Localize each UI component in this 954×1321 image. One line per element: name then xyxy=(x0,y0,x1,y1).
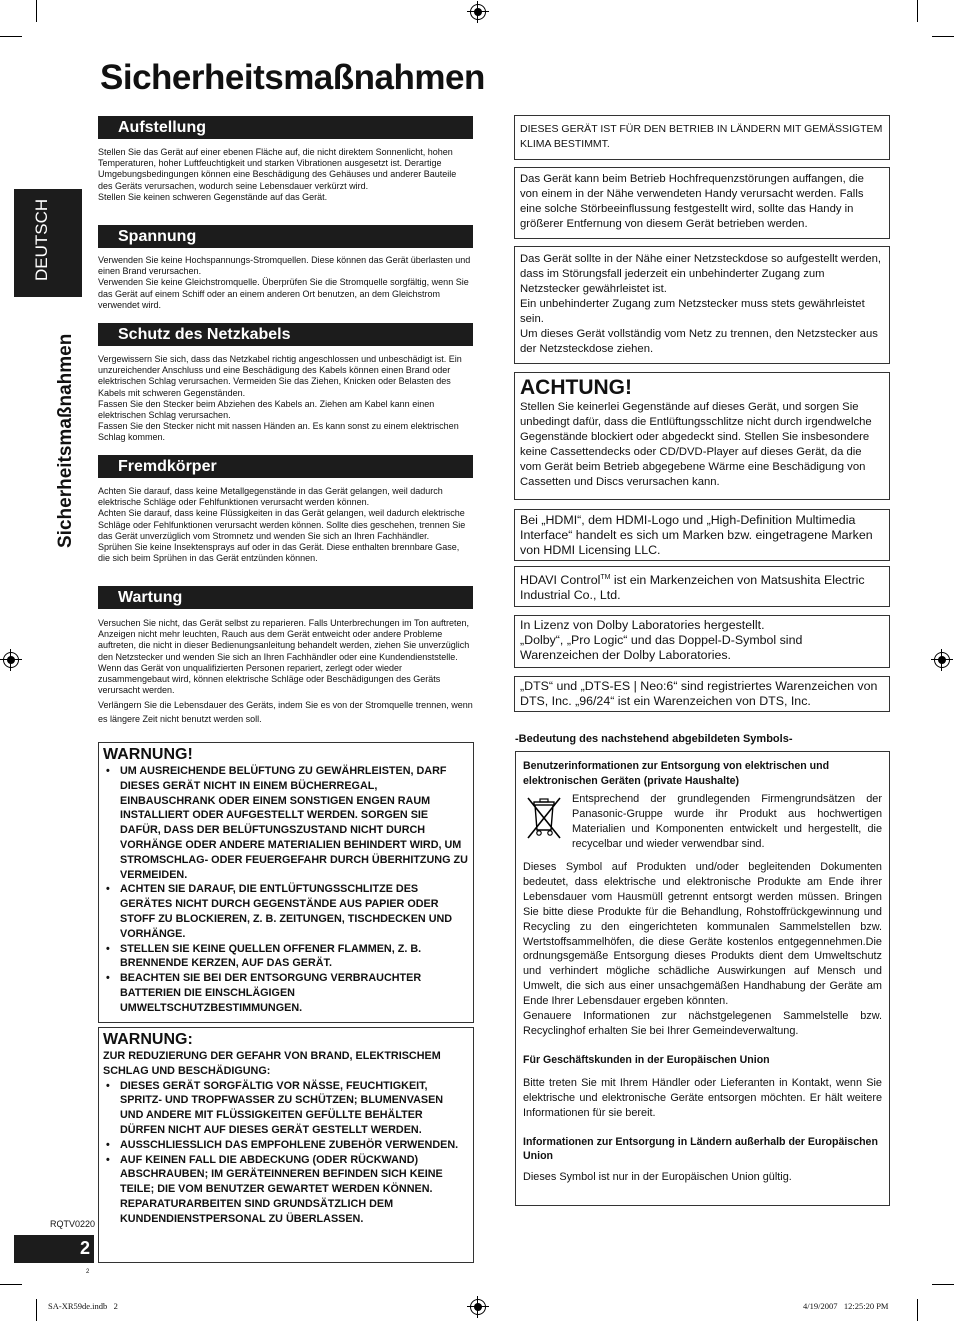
language-label: DEUTSCH xyxy=(32,198,51,281)
warning-item: • BEACHTEN SIE BEI DER ENTSORGUNG VERBRAUCHTER BATTERIEN DIE EINSCHLÄGIGEN UMWELTSCHUTZBESTIMMUNGEN. xyxy=(103,971,469,1015)
paragraph: Vergewissern Sie sich, dass das Netzkabel richtig angeschlossen und unbeschädigt ist. Ein unzureichender Anschluss und eine Beschädigung des Kabels können einen Brand oder elektrischen Schlag verursachen. Vermeiden Sie das Ziehen, Knicken oder Belasten des Kabels mit schweren Gegenständen. xyxy=(98,354,462,398)
section-heading: Aufstellung xyxy=(98,116,473,139)
disposal-intro xyxy=(523,792,882,852)
crop-mark xyxy=(917,1299,918,1321)
climate-notice: DIESES GERÄT IST FÜR DEN BETRIEB IN LÄNDERN MIT GEMÄSSIGTEM KLIMA BESTIMMT. xyxy=(514,115,890,160)
warning-item: • AUSSCHLIESSLICH DAS EMPFOHLENE ZUBEHÖR VERWENDEN. xyxy=(103,1138,469,1153)
registration-mark-icon xyxy=(934,652,950,668)
section-heading: Schutz des Netzkabels xyxy=(98,323,473,346)
footer-file: SA-XR59de.indb 2 xyxy=(48,1301,118,1311)
language-tab xyxy=(14,189,82,297)
section-heading: Spannung xyxy=(98,225,473,248)
warning-intro: ZUR REDUZIERUNG DER GEFAHR VON BRAND, ELEKTRISCHEM SCHLAG UND BESCHÄDIGUNG: xyxy=(103,1050,441,1077)
section-body xyxy=(98,255,473,311)
socket-notice xyxy=(514,246,890,364)
warning-item: • ACHTEN SIE DARAUF, DIE ENTLÜFTUNGSSCHLITZE DES GERÄTES NICHT DURCH GEGENSTÄNDE AUS PAPIER ODER STOFF ZU BLOCKIEREN, Z. B. ZEITUNGEN, TISCHDECKEN UND VORHÄNGE. xyxy=(103,882,469,941)
achtung-title: ACHTUNG! xyxy=(520,376,632,399)
page-number: 2 xyxy=(79,1238,90,1258)
section-body xyxy=(98,147,473,203)
paragraph: Das Gerät sollte in der Nähe einer Netzsteckdose so aufgestellt werden, dass im Störungsfall jederzeit ein unbehinderter Zugang zum Netzstecker gewährleistet ist. xyxy=(520,253,882,295)
crop-mark xyxy=(0,36,22,37)
crop-mark xyxy=(0,1284,22,1285)
paragraph: Dieses Symbol ist nur in der Europäischen Union gültig. xyxy=(523,1170,792,1183)
hdavi-name: HDAVI Control xyxy=(520,573,601,588)
warning-list xyxy=(103,1079,469,1227)
hdavi-notice xyxy=(514,566,890,607)
paragraph: Verwenden Sie keine Gleichstromquelle. Überprüfen Sie die Stromquelle sorgfältig, wenn Sie das Gerät auf einem Schiff oder an einem anderen Ort benutzen, an dem Gleichstrom verwendet wird. xyxy=(98,277,469,310)
section-body xyxy=(98,354,473,444)
warning-box xyxy=(98,742,474,1023)
crop-mark xyxy=(36,1299,37,1321)
paragraph: Versuchen Sie nicht, das Gerät selbst zu reparieren. Falls Unterbrechungen im Ton auftreten, Anzeigen nicht mehr leuchten, Rauch aus dem Gerät entweicht oder andere Probleme auftreten, die nicht in dieser Bedienungsanleitung behandelt werden, ziehen Sie unverzüglich den Netzstecker und wenden Sie sich an Ihren Fachhändler oder eine Kundendienststelle. Wenn das Gerät von unqualifizierten Personen repariert, zerlegt oder wieder zusammengebaut wird, können elektrische Schläge oder Beschädigungen des Geräts verursacht werden. xyxy=(98,618,470,696)
warning-item: • UM AUSREICHENDE BELÜFTUNG ZU GEWÄHRLEISTEN, DARF DIESES GERÄT NICHT IN EINEM BÜCHERREGAL, EINBAUSCHRANK ODER EINEM SONSTIGEN ENGEN RAUM INSTALLIERT ODER AUFGESTELLT WERDEN. SORGEN SIE DAFÜR, DASS DER BELÜFTUNGSZUSTAND NICHT DURCH VORHÄNGE ODER ANDERE MATERIALIEN BEHINDERT WIRD, UM STROMSCHLAG- ODER FEUERGEFAHR DURCH ÜBERHITZUNG ZU VERMEIDEN. xyxy=(103,764,469,882)
paragraph: Genauere Informationen zur nächstgelegenen Sammelstelle bzw. Recyclinghof erhalten Sie bei Ihrer Gemeindeverwaltung. xyxy=(523,1010,882,1037)
paragraph: Achten Sie darauf, dass keine Flüssigkeiten in das Gerät gelangen, weil dadurch elektrische Schläge oder Fehlfunktionen verursacht werden können. Sollte dies geschehen, trennen Sie das Gerät unverzüglich vom Stromnetz und wenden Sie sich an Ihren Fachhändler. xyxy=(98,508,466,541)
model-code: RQTV0220 xyxy=(50,1219,96,1229)
paragraph: Fassen Sie den Stecker nicht mit nassen Händen an. Es kann sonst zu einem elektrischen Schlag kommen. xyxy=(98,421,459,443)
warning-item: • STELLEN SIE KEINE QUELLEN OFFENER FLAMMEN, Z. B. BRENNENDE KERZEN, AUF DAS GERÄT. xyxy=(103,942,469,972)
paragraph: Stellen Sie keinen schweren Gegenstände auf das Gerät. xyxy=(98,191,328,202)
section-body xyxy=(98,486,473,564)
tiny-page-number: 2 xyxy=(86,1269,90,1275)
hdmi-notice: Bei „HDMI“, dem HDMI-Logo und „High-Definition Multimedia Interface“ handelt es sich um Marken bzw. eingetragene Marken von HDMI Licensing LLC. xyxy=(514,509,890,561)
crop-mark xyxy=(932,36,954,37)
crop-mark xyxy=(917,0,918,22)
dts-notice: „DTS“ und „DTS-ES | Neo:6“ sind registriertes Warenzeichen von DTS, Inc. „96/24“ ist ein Warenzeichen von DTS, Inc. xyxy=(514,676,890,712)
paragraph: Dieses Symbol auf Produkten und/oder begleitenden Dokumenten bedeutet, dass elektrische und elektronische Produkte am Ende ihrer Lebensdauer vom Hausmüll getrennt entsorgt werden müssen. Bringen Sie bitte diese Produkte für die Behandlung, Rohstoffrückgewinnung und Recycling zu den eingerichteten kommunalen Sammelstellen bzw. Wertstoffsammelhöfen, die diese Geräte kostenlos entgegennehmen.Die ordnungsgemäße Entsorgung dieses Produkts dient dem Umweltschutz und verhindert mögliche schädliche Auswirkungen auf Mensch und Umwelt, die sich aus einer unsachgemäßen Handhabung der Geräte am Ende Ihrer Lebensdauer ergeben könnten. xyxy=(523,861,882,1008)
section-body xyxy=(98,618,473,726)
registration-mark-icon xyxy=(470,4,486,20)
interference-notice: Das Gerät kann beim Betrieb Hochfrequenzstörungen auffangen, die von einem in der Nähe verwendeten Handy verursacht werden. Falls eine solche Störbeeinflussung festgestellt wird, sollte das Handy in größerer Entfernung von diesem Gerät betrieben werden. xyxy=(514,167,890,239)
achtung-box xyxy=(514,372,890,500)
trademark-mark: TM xyxy=(600,574,611,581)
crossed-bin-icon xyxy=(523,796,565,842)
achtung-text: Stellen Sie keinerlei Gegenstände auf dieses Gerät, und sorgen Sie unbedingt dafür, dass die Entlüftungsschlitze nicht durch irgendwelche Gegenstände blockiert oder abgedeckt sind. Stellen Sie insbesondere keine Cassettendecks oder CD/DVD-Player auf dieses Gerät, da die vom Gerät beim Betrieb abgegebene Wärme eine Beschädigung von Cassetten und Discs verursachen kann. xyxy=(520,401,872,488)
paragraph: Fassen Sie den Stecker beim Abziehen des Kabels an. Ziehen am Kabel kann einen elektrischen Schlag verursachen. xyxy=(98,398,435,421)
paragraph: „Dolby“, „Pro Logic“ und das Doppel-D-Symbol sind Warenzeichen der Dolby Laboratories. xyxy=(520,633,803,662)
symbol-heading: -Bedeutung des nachstehend abgebildeten Symbols- xyxy=(515,733,793,745)
warning-item: • AUF KEINEN FALL DIE ABDECKUNG (ODER RÜCKWAND) ABSCHRAUBEN; IM GERÄTEINNEREN BEFINDEN SICH KEINE TEILE; DIE VOM BENUTZER GEWARTET WERDEN KÖNNEN. REPARATURARBEITEN SIND GRUNDSÄTZLICH DEM KUNDENDIENSTPERSONAL ZU ÜBERLASSEN. xyxy=(103,1153,469,1227)
warning-title: WARNUNG: xyxy=(103,1031,193,1048)
warning-title: WARNUNG! xyxy=(103,746,193,763)
subheading: Informationen zur Entsorgung in Ländern außerhalb der Europäischen Union xyxy=(523,1135,878,1162)
disposal-box xyxy=(515,751,890,1206)
warning-box-2 xyxy=(98,1027,474,1263)
crop-mark xyxy=(932,1284,954,1285)
disposal-heading: Benutzerinformationen zur Entsorgung von elektrischen und elektronischen Geräten (private Haushalte) xyxy=(523,760,830,787)
paragraph: Verwenden Sie keine Hochspannungs-Stromquellen. Diese können das Gerät überlasten und einen Brand verursachen. xyxy=(98,255,471,277)
paragraph: In Lizenz von Dolby Laboratories hergestellt. xyxy=(520,618,765,632)
warning-list xyxy=(103,764,469,1016)
section-heading: Fremdkörper xyxy=(98,455,473,478)
paragraph: Verlängern Sie die Lebensdauer des Geräts, indem Sie es von der Stromquelle trennen, wenn es längere Zeit nicht benutzt werden soll. xyxy=(98,700,473,724)
paragraph: Achten Sie darauf, dass keine Metallgegenstände in das Gerät gelangen, weil dadurch elektrische Schläge oder Fehlfunktionen verursacht werden können. xyxy=(98,486,443,508)
dolby-notice xyxy=(514,615,890,668)
page-title: Sicherheitsmaßnahmen xyxy=(100,58,485,97)
paragraph: Sprühen Sie keine Insektensprays auf oder in das Gerät. Diese enthalten brennbare Gase, die sich beim Sprühen in das Gerät entzünden können. xyxy=(98,542,460,564)
side-section-title: Sicherheitsmaßnahmen xyxy=(55,333,76,548)
crop-mark xyxy=(36,0,37,22)
footer-date: 4/19/2007 12:25:20 PM xyxy=(803,1301,889,1311)
hdavi-text: ist ein Markenzeichen von Matsushita Electric Industrial Co., Ltd. xyxy=(520,573,865,603)
paragraph: Um dieses Gerät vollständig vom Netz zu trennen, den Netzstecker aus der Netzsteckdose ziehen. xyxy=(520,328,878,355)
registration-mark-icon xyxy=(3,652,19,668)
warning-item: • DIESES GERÄT SORGFÄLTIG VOR NÄSSE, FEUCHTIGKEIT, SPRITZ- UND TROPFWASSER ZU SCHÜTZEN; BLUMENVASEN UND ANDERE MIT FLÜSSIGKEITEN GEFÜLLTE BEHÄLTER DÜRFEN NICHT AUF DIESES GERÄT GESTELLT WERDEN. xyxy=(103,1079,469,1138)
paragraph: Ein unbehinderter Zugang zum Netzstecker muss stets gewährleistet sein. xyxy=(520,298,865,325)
paragraph: Bitte treten Sie mit Ihrem Händler oder Lieferanten in Kontakt, wenn Sie elektrische und elektronische Geräte entsorgen möchten. Er hält weitere Informationen für sie bereit. xyxy=(523,1076,882,1119)
page-number-tab xyxy=(14,1235,94,1263)
paragraph: Stellen Sie das Gerät auf einer ebenen Fläche auf, die nicht direktem Sonnenlicht, hohen Temperaturen, hoher Luftfeuchtigkeit und starken Vibrationen ausgesetzt ist. Derartige Umgebungsbedingungen können eine Beschädigung des Gehäuses und anderer Bauteile des Geräts verursachen, wodurch seine Lebensdauer verkürzt wird. xyxy=(98,147,457,191)
subheading: Für Geschäftskunden in der Europäischen Union xyxy=(523,1053,770,1066)
registration-mark-icon xyxy=(470,1299,486,1315)
paragraph: Entsprechend der grundlegenden Firmengrundsätzen der Panasonic-Gruppe wurde ihr Produkt aus hochwertigen Materialien und Komponenten entwickelt und hergestellt, die recycelbar und wieder verwendbar sind. xyxy=(572,793,882,850)
section-heading: Wartung xyxy=(98,586,473,609)
